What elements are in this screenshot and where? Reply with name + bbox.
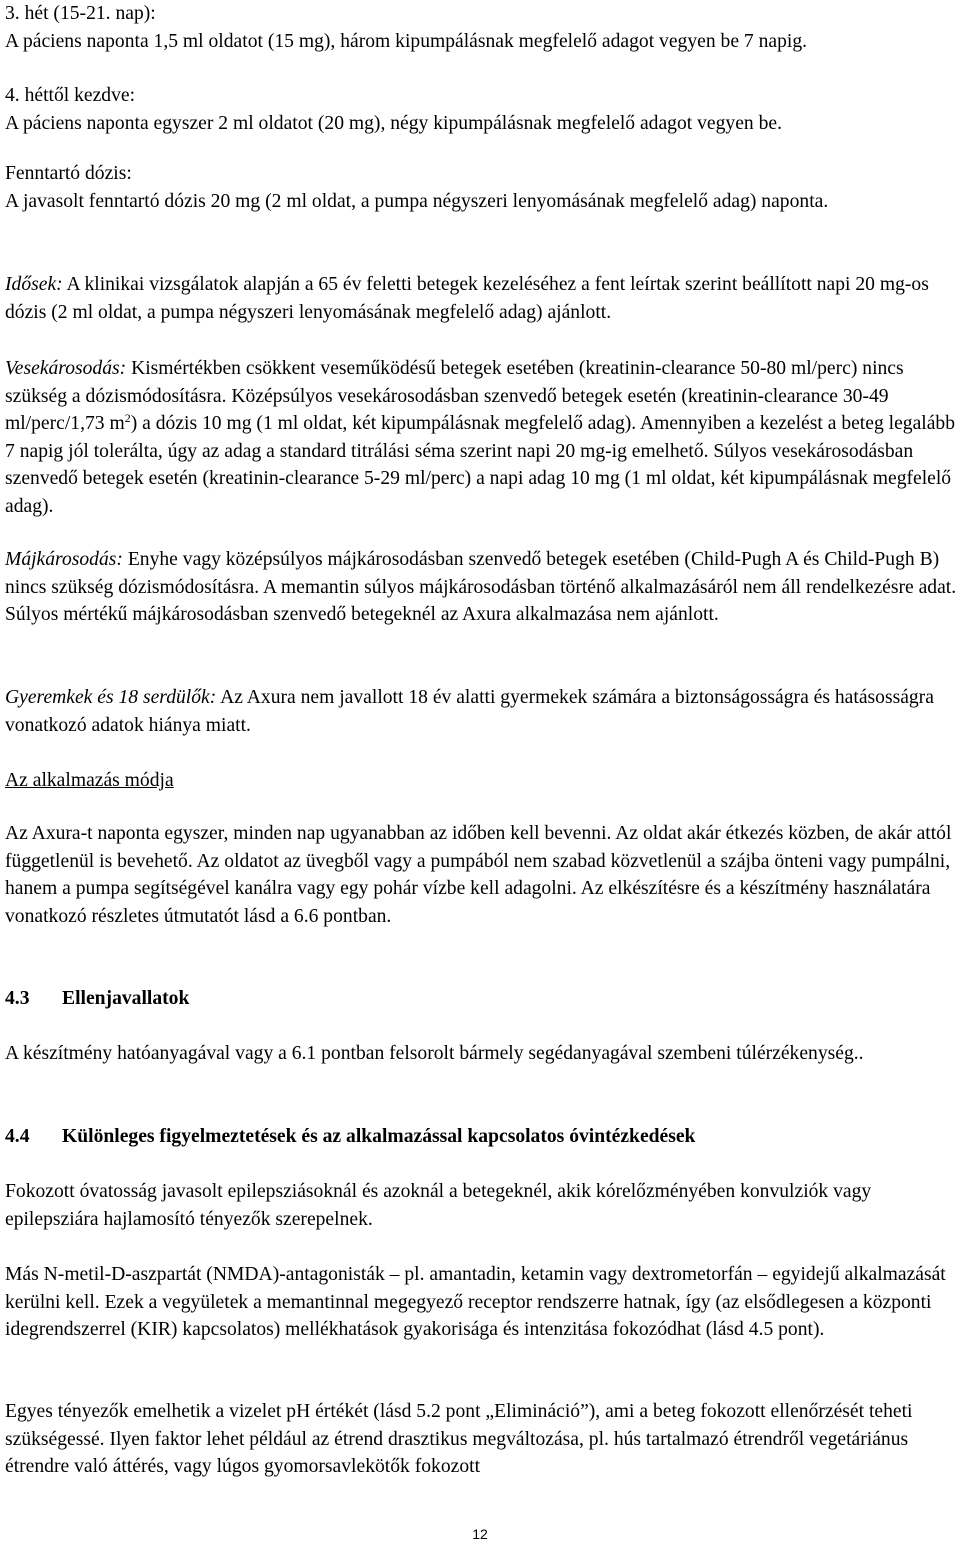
section-4-3-heading: [5, 985, 957, 1013]
section-4-4-text-2: Más N-metil-D-aszpartát (NMDA)-antagonisták – pl. amantadin, ketamin vagy dextrometorfán – egyidejű alkalmazását kerülni kell. Ezek a vegyületek a memantinnal megegyező receptor rendszerre hatnak, így (az elsődlegesen a központi idegrendszerrel (KIR) kapcsolatos) mellékhatások gyakorisága és intenzitása fokozódhat (lásd 4.5 pont).: [5, 1264, 946, 1340]
section-4-4-paragraph-3: [5, 1398, 957, 1481]
maintenance-title: Fenntartó dózis:: [5, 163, 132, 184]
renal-paragraph: [5, 355, 957, 520]
administration-heading: Az alkalmazás módja: [5, 770, 174, 791]
renal-text-1: Kismértékben csökkent veseműködésű betegek esetében (kreatinin-clearance 50-80 ml/perc) nincs szükség a dózismódosításra. Középsúlyos vesekárosodásban szenvedő betegek esetén (kreatinin-clearance 30-49 ml/perc/1,73 m: [5, 358, 904, 434]
renal-superscript: 2: [124, 411, 131, 425]
section-4-3-title: Ellenjavallatok: [62, 988, 190, 1009]
section-4-3-text: A készítmény hatóanyagával vagy a 6.1 pontban felsorolt bármely segédanyagával szembeni túlérzékenység..: [5, 1043, 864, 1064]
hepatic-paragraph: [5, 546, 957, 629]
elderly-text: A klinikai vizsgálatok alapján a 65 év feletti betegek kezeléséhez a fent leírtak szerint beállított napi 20 mg-os dózis (2 ml oldat, a pumpa négyszeri lenyomásának megfelelő adag) ajánlott.: [5, 274, 929, 323]
section-4-4-paragraph-1: [5, 1178, 957, 1233]
children-text: Az Axura nem javallott 18 év alatti gyermekek számára a biztonságosságra és hatásosságra vonatkozó adatok hiánya miatt.: [5, 687, 934, 736]
section-4-4-heading: [5, 1123, 957, 1151]
hepatic-text: Enyhe vagy középsúlyos májkárosodásban szenvedő betegek esetében (Child-Pugh A és Child-Pugh B) nincs szükség dózismódosításra. A memantin súlyos májkárosodásban történő alkalmazásáról nem áll rendelkezésre adat. Súlyos mértékű májkárosodásban szenvedő betegeknél az Axura alkalmazása nem ajánlott.: [5, 549, 957, 625]
renal-label: Vesekárosodás:: [5, 358, 127, 379]
administration-paragraph: [5, 820, 957, 930]
week4-block: [5, 82, 957, 137]
administration-text: Az Axura-t naponta egyszer, minden nap ugyanabban az időben kell bevenni. Az oldat akár étkezés közben, de akár attól függetlenül is bevehető. Az oldatot az üvegből vagy a pumpából nem szabad közvetlenül a szájba önteni vagy pumpálni, hanem a pumpa segítségével kanálra vagy egy pohár vízbe kell adagolni. Az elkészítésre és a készítmény használatára vonatkozó részletes útmutatót lásd a 6.6 pontban.: [5, 823, 952, 927]
elderly-label: Idősek:: [5, 274, 63, 295]
week3-text: A páciens naponta 1,5 ml oldatot (15 mg), három kipumpálásnak megfelelő adagot vegyen be 7 napig.: [5, 30, 808, 52]
section-4-4-text-1: Fokozott óvatosság javasolt epilepsziásoknál és azoknál a betegeknél, akik kórelőzményében konvulziók vagy epilepsziára hajlamosító tényezők szerepelnek.: [5, 1181, 872, 1230]
week4-title: 4. héttől kezdve:: [5, 85, 136, 106]
section-4-3-paragraph: [5, 1040, 957, 1068]
elderly-paragraph: [5, 271, 957, 326]
page-number: 12: [472, 1526, 488, 1542]
administration-heading-block: [5, 767, 957, 795]
week3-title: 3. hét (15-21. nap):: [5, 3, 156, 24]
renal-text-2: ) a dózis 10 mg (1 ml oldat, két kipumpálásnak megfelelő adag). Amennyiben a kezelést a beteg legalább 7 napig jól tolerálta, úgy az adag a standard titrálási séma szerint napi 20 mg-ig emelhető. Súlyos vesekárosodásban szenvedő betegek esetén (kreatinin-clearance 5-29 ml/perc) a napi adag 10 mg (1 ml oldat, két kipumpálásnak megfelelő adag).: [5, 413, 956, 517]
section-4-4-title: Különleges figyelmeztetések és az alkalmazással kapcsolatos óvintézkedések: [62, 1126, 696, 1147]
week3-block: [5, 0, 957, 55]
section-4-4-number: 4.4: [5, 1126, 30, 1147]
section-4-4-paragraph-2: [5, 1261, 957, 1344]
children-label: Gyeremkek és 18 serdülők:: [5, 687, 217, 708]
children-paragraph: [5, 684, 957, 739]
hepatic-label: Májkárosodás:: [5, 549, 123, 570]
section-4-3-number: 4.3: [5, 988, 30, 1009]
section-4-4-text-3: Egyes tényezők emelhetik a vizelet pH értékét (lásd 5.2 pont „Elimináció”), ami a beteg fokozott ellenőrzését teheti szükségessé. Ilyen faktor lehet például az étrend drasztikus megváltozása, pl. hús tartalmazó étrendről vegetáriánus étrendre való áttérés, vagy lúgos gyomorsavlekötők fokozott: [5, 1401, 913, 1477]
maintenance-text: A javasolt fenntartó dózis 20 mg (2 ml oldat, a pumpa négyszeri lenyomásának megfelelő adag) naponta.: [5, 190, 829, 212]
maintenance-block: [5, 160, 957, 215]
week4-text: A páciens naponta egyszer 2 ml oldatot (20 mg), négy kipumpálásnak megfelelő adagot vegyen be.: [5, 112, 782, 134]
